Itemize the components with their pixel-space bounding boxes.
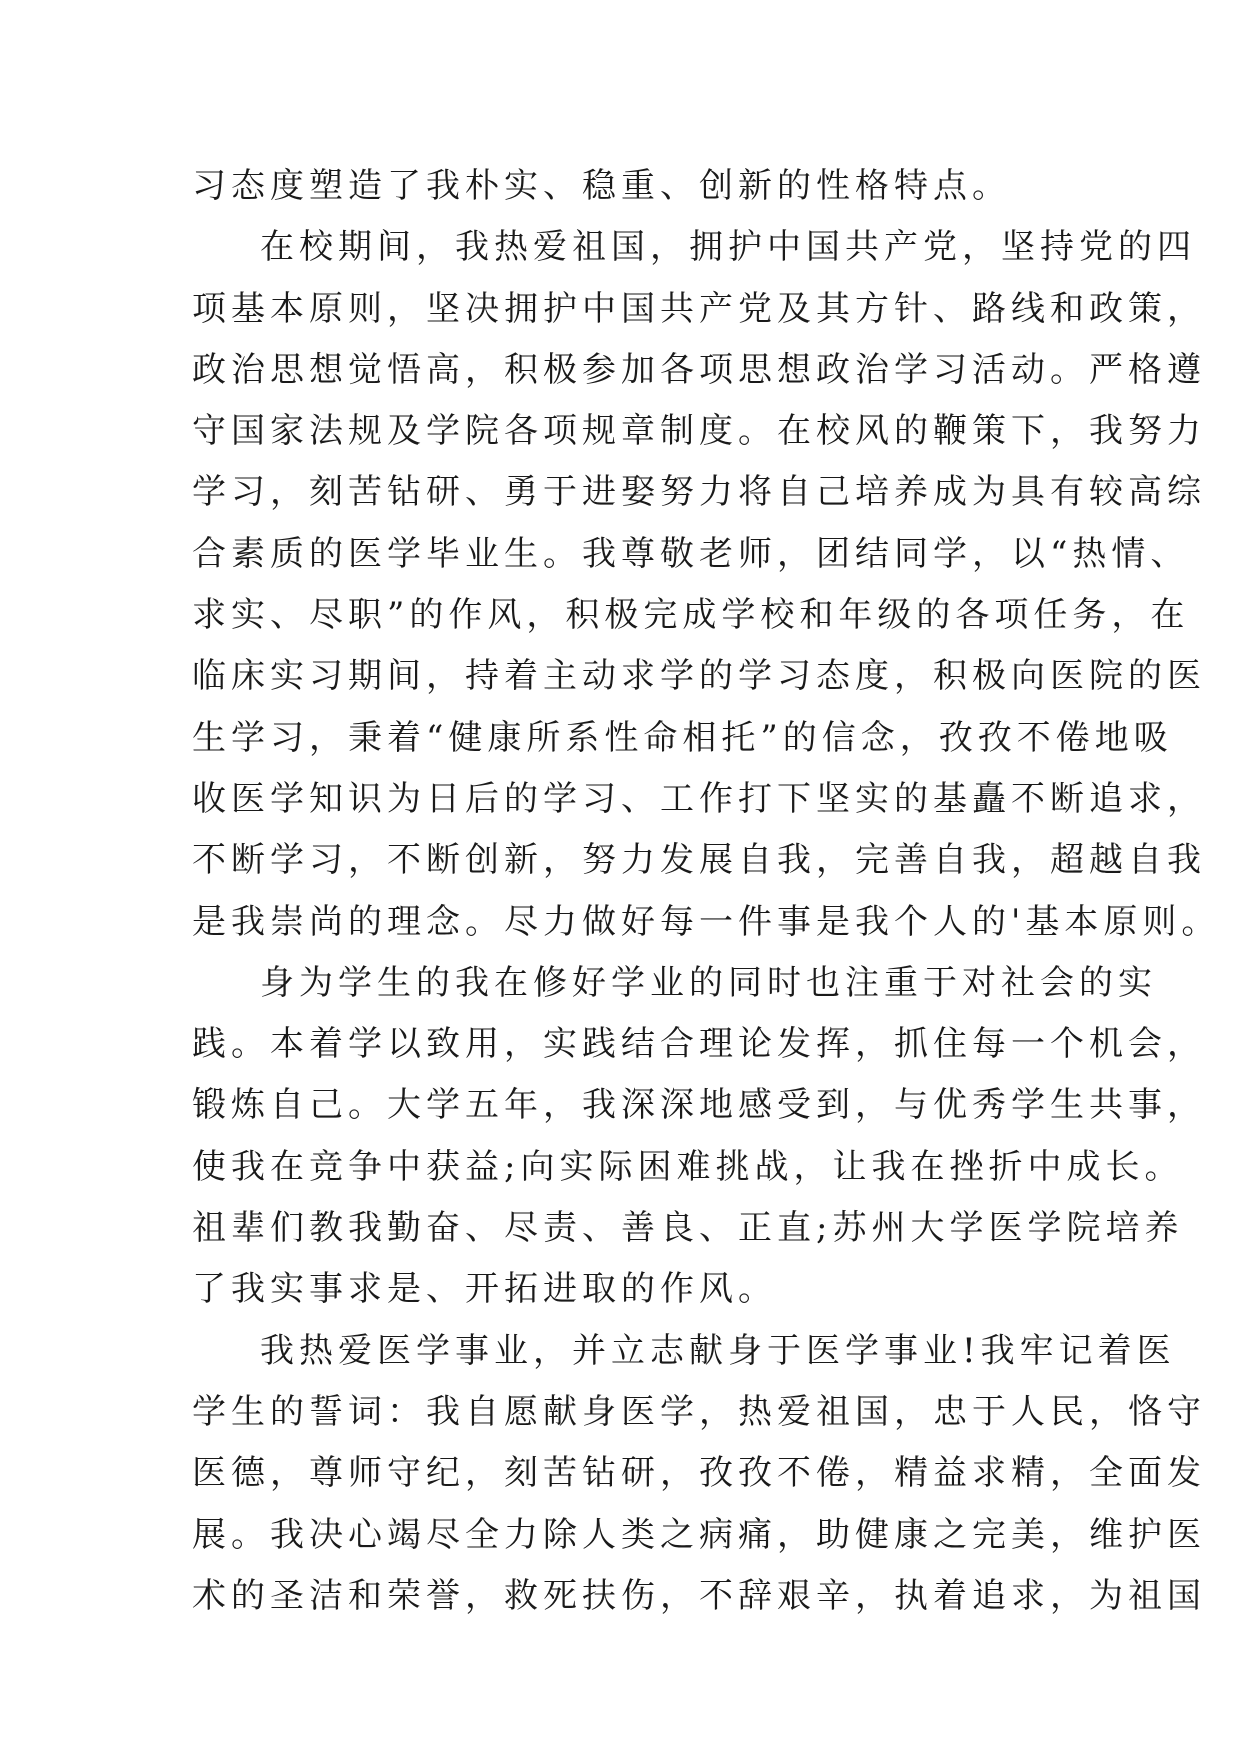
text-line: 临床实习期间，持着主动求学的学习态度，积极向医院的医: [192, 656, 1206, 697]
text-line: 锻炼自己。大学五年，我深深地感受到，与优秀学生共事，: [192, 1085, 1206, 1126]
text-line: 学习，刻苦钻研、勇于进娶努力将自己培养成为具有较高综: [192, 472, 1206, 513]
text-line: 不断学习，不断创新，努力发展自我，完善自我，超越自我: [192, 840, 1206, 881]
text-line: 习态度塑造了我朴实、稳重、创新的性格特点。: [192, 166, 1011, 206]
text-line: 学生的誓词：我自愿献身医学，热爱祖国，忠于人民，恪守: [192, 1391, 1206, 1432]
text-line: 践。本着学以致用，实践结合理论发挥，抓住每一个机会，: [192, 1024, 1206, 1065]
text-line: 收医学知识为日后的学习、工作打下坚实的基矗不断追求，: [192, 778, 1206, 819]
text-line: 政治思想觉悟高，积极参加各项思想政治学习活动。严格遵: [192, 349, 1206, 390]
body-text: [192, 156, 1221, 1627]
text-line: 求实、尽职”的作风，积极完成学校和年级的各项任务，在: [192, 595, 1190, 636]
text-line: 了我实事求是、开拓进取的作风。: [192, 1269, 777, 1310]
text-line: 使我在竞争中获益;向实际困难挑战，让我在挫折中成长。: [192, 1146, 1184, 1187]
text-line: 医德，尊师守纪，刻苦钻研，孜孜不倦，精益求精，全面发: [192, 1453, 1206, 1494]
text-line: 守国家法规及学院各项规章制度。在校风的鞭策下，我努力: [192, 411, 1206, 452]
paragraph-start-line: 我热爱医学事业，并立志献身于医学事业!我牢记着医: [260, 1330, 1176, 1371]
text-line: 术的圣洁和荣誉，救死扶伤，不辞艰辛，执着追求，为祖国: [192, 1575, 1206, 1616]
text-line: 合素质的医学毕业生。我尊敬老师，团结同学，以“热情、: [192, 533, 1190, 574]
text-line: 展。我决心竭尽全力除人类之病痛，助健康之完美，维护医: [192, 1514, 1206, 1555]
text-line: 项基本原则，坚决拥护中国共产党及其方针、路线和政策，: [192, 288, 1206, 329]
text-line: 祖辈们教我勤奋、尽责、善良、正直;苏州大学医学院培养: [192, 1208, 1184, 1249]
paragraph-start-line: 在校期间，我热爱祖国，拥护中国共产党，坚持党的四: [260, 227, 1196, 268]
text-line: 生学习，秉着“健康所系性命相托”的信念，孜孜不倦地吸: [192, 717, 1173, 758]
paragraph-start-line: 身为学生的我在修好学业的同时也注重于对社会的实: [260, 962, 1157, 1003]
text-line: 是我崇尚的理念。尽力做好每一件事是我个人的'基本原则。: [192, 901, 1221, 942]
